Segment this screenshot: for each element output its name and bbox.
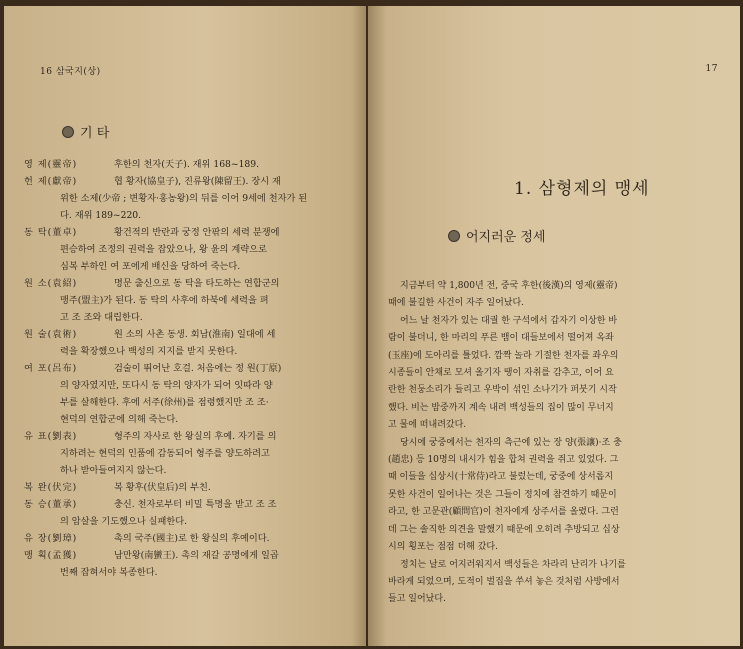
character-entry: [24, 275, 354, 326]
paragraph-line: 라고, 한 고문관(顧問官)이 천자에게 상주서를 올렸다. 그런: [388, 507, 619, 518]
entry-line: [24, 428, 354, 445]
character-entry: [24, 428, 354, 479]
paragraph-line: 지금부터 약 1,800년 전, 중국 후한(後漢)의 영제(靈帝): [400, 281, 618, 291]
paragraph-line: 때에 불길한 사건이 자주 일어났다.: [388, 298, 525, 309]
entry-line: [24, 411, 354, 428]
circle-bullet-icon: [62, 126, 74, 138]
character-entry: [24, 360, 354, 428]
character-name: 동 승(董承): [24, 499, 78, 510]
section-title-others: [62, 122, 109, 141]
paragraph-line: 바라게 되었으며, 도적이 벌집을 쑤셔 놓은 것처럼 사방에서: [388, 576, 620, 587]
character-name: 원 술(袁術): [24, 329, 78, 340]
paragraph-line: 당시에 궁중에서는 천자의 측근에 있는 장 양(張讓)·조 충: [400, 437, 622, 448]
entry-text: 의 양자였지만, 또다시 동 탁의 양자가 되어 잇따라 양: [60, 380, 273, 391]
entry-text: 복 황후(伏皇后)의 부친.: [114, 482, 211, 493]
paragraph: [388, 435, 728, 557]
entry-text: 후한의 천자(天子). 재위 168~189.: [114, 159, 260, 170]
entry-text: 고 조 조와 대립한다.: [60, 312, 143, 323]
paragraph-line: (趙忠) 등 10명의 내시가 힘을 합쳐 권력을 쥐고 있었다. 그: [388, 455, 619, 466]
paragraph-line: 란한 천둥소리가 들리고 우박이 섞인 소나기가 퍼붓기 시작: [388, 385, 617, 396]
paragraph-line: (玉座)에 도아리를 틀었다. 깜짝 놀라 기절한 천자를 좌우의: [388, 350, 619, 361]
entry-text: 현덕의 연합군에 의해 죽는다.: [60, 414, 179, 425]
paragraph-line: 정치는 날로 어지러워지서 백성들은 차라리 난리가 나기를: [400, 559, 626, 570]
entry-line: [24, 445, 354, 462]
character-name: 맹 획(孟獲): [24, 550, 78, 561]
paragraph-line: 고 물에 떠내려갔다.: [388, 420, 467, 431]
entry-text: 남만왕(南蠻王). 촉의 재갈 공명에게 일곱: [114, 550, 279, 561]
paragraph-line: 때 이들을 십상시(十常侍)라고 불렀는데, 궁중에 상서롭지: [388, 472, 614, 483]
entry-line: [24, 241, 354, 258]
entry-text: 의 암살을 기도했으나 실패한다.: [60, 516, 188, 527]
entry-text: 협 황자(協皇子), 진류왕(陳留王). 장시 재: [114, 176, 281, 187]
body-text: [388, 278, 728, 609]
character-name: 유 장(劉璋): [24, 533, 78, 544]
paragraph: [388, 313, 728, 435]
entry-text: 원 소의 사촌 동생. 회남(淮南) 일대에 세: [114, 329, 276, 340]
chapter-title: 1. 삼형제의 맹세: [514, 179, 650, 199]
entry-text: 력을 확장했으나 백성의 지지를 받지 못한다.: [60, 346, 238, 357]
entry-text: 촉의 국주(國主)로 한 왕실의 후예이다.: [114, 533, 270, 544]
character-name: 유 표(劉表): [24, 431, 78, 442]
character-entry: [24, 496, 354, 530]
character-list: [24, 156, 354, 581]
entry-line: [24, 496, 354, 513]
entry-line: [24, 207, 354, 224]
character-name: 원 소(袁紹): [24, 278, 78, 289]
entry-line: [24, 479, 354, 496]
entry-line: [24, 156, 354, 173]
entry-text: 심복 부하인 여 포에게 배신을 당하여 죽는다.: [60, 261, 241, 272]
entry-line: [24, 547, 354, 564]
paragraph-line: 했다. 비는 밤중까지 계속 내려 백성들의 집이 많이 무너지: [388, 402, 614, 413]
right-page: [368, 6, 740, 646]
entry-line: [24, 360, 354, 377]
entry-text: 다. 재위 189~220.: [60, 210, 142, 221]
paragraph-line: 데 그는 솔직한 의견을 말했기 때문에 오히려 추방되고 십상: [388, 524, 620, 535]
entry-text: 부를 살해한다. 후에 서주(徐州)를 점령했지만 조 조·: [60, 397, 269, 408]
entry-line: [24, 462, 354, 479]
character-entry: [24, 530, 354, 547]
circle-bullet-icon: [448, 230, 460, 242]
character-name: 헌 제(獻帝): [24, 176, 78, 187]
character-entry: [24, 326, 354, 360]
character-entry: [24, 224, 354, 275]
entry-text: 형주의 자사로 한 왕실의 후예. 자기를 의: [114, 431, 277, 442]
page-header-right: 17: [705, 64, 718, 74]
character-entry: [24, 547, 354, 581]
entry-line: [24, 394, 354, 411]
entry-text: 명문 출신으로 동 탁을 타도하는 연합군의: [114, 278, 280, 289]
character-entry: [24, 156, 354, 173]
entry-line: [24, 224, 354, 241]
entry-line: [24, 564, 354, 581]
page-header-left: 16 삼국지(상): [40, 67, 101, 77]
character-name: 동 탁(董卓): [24, 227, 78, 238]
paragraph-line: 어느 날 천자가 있는 대궐 한 구석에서 갑자기 이상한 바: [400, 315, 618, 326]
entry-line: [24, 190, 354, 207]
paragraph: [388, 278, 728, 313]
entry-text: 하나 받아들여지지 않는다.: [60, 465, 167, 476]
entry-line: [24, 309, 354, 326]
entry-text: 번째 잡혀서야 복종한다.: [60, 567, 158, 578]
paragraph-line: 시의 횡포는 점점 더해 갔다.: [388, 542, 498, 553]
character-name: 복 완(伏完): [24, 482, 78, 493]
paragraph-line: 람이 불더니, 한 마리의 푸른 뱀이 대들보에서 떨어져 옥좌: [388, 333, 614, 344]
paragraph-line: 시종들이 안채로 모셔 올기자 땡이 자취를 감추고, 이어 요: [388, 368, 614, 379]
character-name: 여 포(呂布): [24, 363, 78, 374]
entry-text: 위한 소제(少帝 ; 변황자·홍농왕)의 뒤를 이어 9세에 천자가 된: [60, 193, 308, 204]
section-title-turmoil: [448, 226, 545, 245]
entry-line: [24, 513, 354, 530]
entry-text: 편승하여 조정의 권력을 잡았으나, 왕 윤의 계략으로: [60, 244, 267, 255]
entry-line: [24, 377, 354, 394]
character-entry: [24, 173, 354, 224]
entry-text: 충신. 천자로부터 비밀 특명을 받고 조 조: [114, 499, 277, 510]
entry-line: [24, 343, 354, 360]
entry-line: [24, 173, 354, 190]
section-title-text: 기 타: [80, 126, 110, 141]
entry-text: 지하려는 현덕의 인품에 감동되어 형주를 양도하려고: [60, 448, 270, 459]
paragraph: [388, 557, 728, 609]
entry-line: [24, 275, 354, 292]
entry-text: 맹주(盟主)가 된다. 동 탁의 사후에 하북에 세력을 펴: [60, 295, 269, 306]
character-entry: [24, 479, 354, 496]
entry-line: [24, 258, 354, 275]
paragraph-line: 못한 사건이 일어나는 것은 그들이 정치에 참견하기 때문이: [388, 489, 617, 500]
paragraph-line: 들고 일어났다.: [388, 594, 446, 605]
entry-line: [24, 530, 354, 547]
left-page: [4, 6, 366, 646]
character-name: 영 제(靈帝): [24, 159, 78, 170]
entry-text: 검술이 뛰어난 호걸. 처음에는 정 원(丁原): [114, 363, 282, 374]
section-title-text: 어지러운 정세: [466, 230, 546, 245]
entry-line: [24, 292, 354, 309]
entry-line: [24, 326, 354, 343]
entry-text: 황건적의 반란과 궁정 안팎의 세력 분쟁에: [114, 227, 280, 238]
